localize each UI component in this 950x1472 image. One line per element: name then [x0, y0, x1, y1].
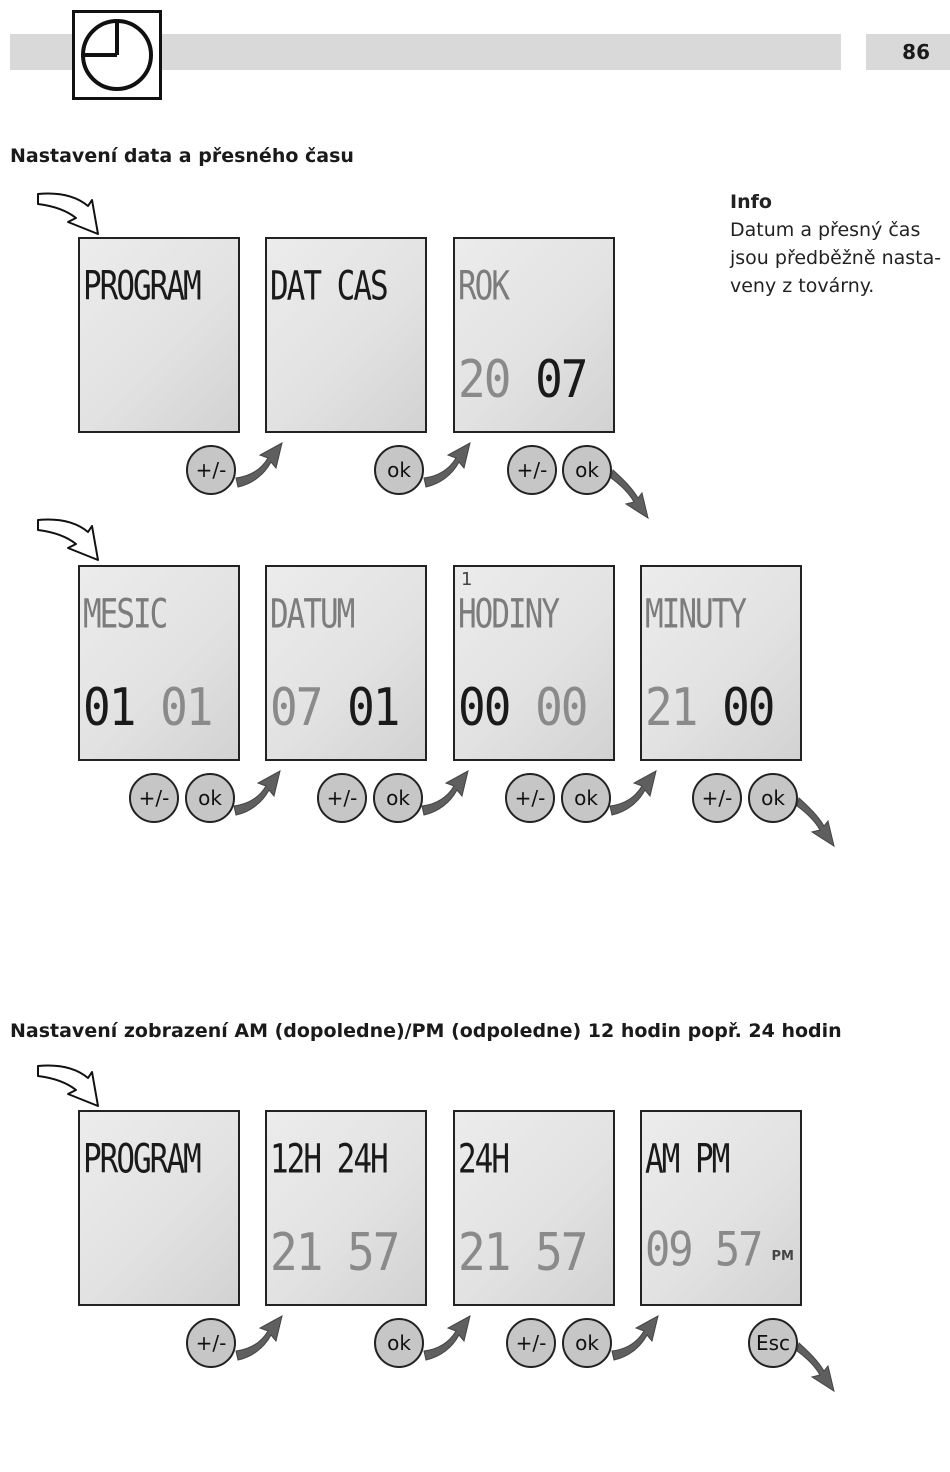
- lcd-screen-program: [78, 1110, 240, 1306]
- next-arrow-icon: [610, 771, 656, 815]
- lcd-label: MINUTY: [645, 591, 745, 638]
- plus-minus-button[interactable]: +/-: [505, 773, 555, 823]
- down-arrow-icon: [611, 470, 648, 518]
- lcd-digits-active: 00: [722, 677, 774, 738]
- lcd-indicator: 1: [461, 569, 473, 590]
- pm-indicator: PM: [771, 1249, 794, 1264]
- lcd-label: PROGRAM: [83, 1136, 200, 1183]
- lcd-digits-dim: 07: [270, 677, 322, 738]
- info-text-line: Datum a přesný čas: [730, 219, 921, 241]
- next-arrow-icon: [424, 1316, 470, 1360]
- clock-icon: [72, 10, 162, 100]
- ok-button[interactable]: ok: [748, 773, 798, 823]
- lcd-screen-am-pm: [640, 1110, 802, 1306]
- next-arrow-icon: [612, 1316, 658, 1360]
- ok-button[interactable]: ok: [374, 445, 424, 495]
- start-arrow-icon: [38, 194, 98, 235]
- lcd-digits-dim: 20: [458, 349, 510, 410]
- lcd-label: PROGRAM: [83, 263, 200, 310]
- plus-minus-button[interactable]: +/-: [129, 773, 179, 823]
- lcd-value: [270, 677, 398, 737]
- page-number-box: [866, 34, 950, 70]
- lcd-screen-mesic: [78, 565, 240, 761]
- next-arrow-icon: [236, 1316, 282, 1360]
- lcd-digits-active: 00: [458, 677, 510, 738]
- lcd-label: HODINY: [458, 591, 558, 638]
- plus-minus-button[interactable]: +/-: [317, 773, 367, 823]
- lcd-label: MESIC: [83, 591, 167, 638]
- lcd-screen-program: [78, 237, 240, 433]
- ok-button[interactable]: ok: [562, 445, 612, 495]
- next-arrow-icon: [422, 771, 468, 815]
- lcd-label: AM PM: [645, 1136, 729, 1183]
- plus-minus-button[interactable]: +/-: [507, 445, 557, 495]
- lcd-screen-hodiny: [453, 565, 615, 761]
- lcd-digits-dim: 21: [645, 677, 697, 738]
- section-title-date-time: Nastavení data a přesného času: [10, 145, 354, 167]
- lcd-label: DAT CAS: [270, 263, 387, 310]
- lcd-screen-rok: [453, 237, 615, 433]
- section-title-am-pm: Nastavení zobrazení AM (dopoledne)/PM (odpoledne) 12 hodin popř. 24 hodin: [10, 1020, 842, 1042]
- next-arrow-icon: [234, 771, 280, 815]
- lcd-value: 21 57: [458, 1222, 587, 1283]
- lcd-label: ROK: [458, 263, 508, 310]
- lcd-screen-12h-24h: [265, 1110, 427, 1306]
- ok-button[interactable]: ok: [185, 773, 235, 823]
- lcd-screen-datum: [265, 565, 427, 761]
- lcd-screen-24h: [453, 1110, 615, 1306]
- start-arrow-icon: [38, 520, 98, 561]
- lcd-digits-active: 01: [83, 677, 135, 738]
- info-text-line: veny z továrny.: [730, 275, 875, 297]
- plus-minus-button[interactable]: +/-: [506, 1318, 556, 1368]
- lcd-label: 12H 24H: [270, 1136, 387, 1183]
- lcd-digits-active: 01: [347, 677, 399, 738]
- lcd-value: 21 57: [270, 1222, 399, 1283]
- info-box: [730, 188, 945, 300]
- ok-button[interactable]: ok: [561, 773, 611, 823]
- lcd-digits-dim: 00: [535, 677, 587, 738]
- plus-minus-button[interactable]: +/-: [186, 1318, 236, 1368]
- lcd-label: DATUM: [270, 591, 354, 638]
- ok-button[interactable]: ok: [562, 1318, 612, 1368]
- lcd-value: [83, 677, 211, 737]
- next-arrow-icon: [236, 443, 282, 487]
- lcd-value: [645, 677, 773, 737]
- lcd-screen-minuty: [640, 565, 802, 761]
- start-arrow-icon: [38, 1066, 98, 1107]
- info-title: Info: [730, 191, 772, 213]
- lcd-value: [458, 677, 586, 737]
- plus-minus-button[interactable]: +/-: [692, 773, 742, 823]
- down-arrow-icon: [797, 1343, 834, 1391]
- next-arrow-icon: [424, 443, 470, 487]
- lcd-value: [458, 349, 586, 409]
- lcd-screen-dat-cas: [265, 237, 427, 433]
- ok-button[interactable]: ok: [373, 773, 423, 823]
- lcd-digits-dim: 01: [160, 677, 212, 738]
- lcd-digits-active: 07: [535, 349, 587, 410]
- lcd-value: 09 57: [645, 1222, 762, 1277]
- ok-button[interactable]: ok: [374, 1318, 424, 1368]
- lcd-label: 24H: [458, 1136, 508, 1183]
- info-text-line: jsou předběžně nasta-: [730, 247, 942, 269]
- page-number: 86: [902, 40, 930, 64]
- plus-minus-button[interactable]: +/-: [186, 445, 236, 495]
- down-arrow-icon: [797, 798, 834, 846]
- esc-button[interactable]: Esc: [748, 1318, 798, 1368]
